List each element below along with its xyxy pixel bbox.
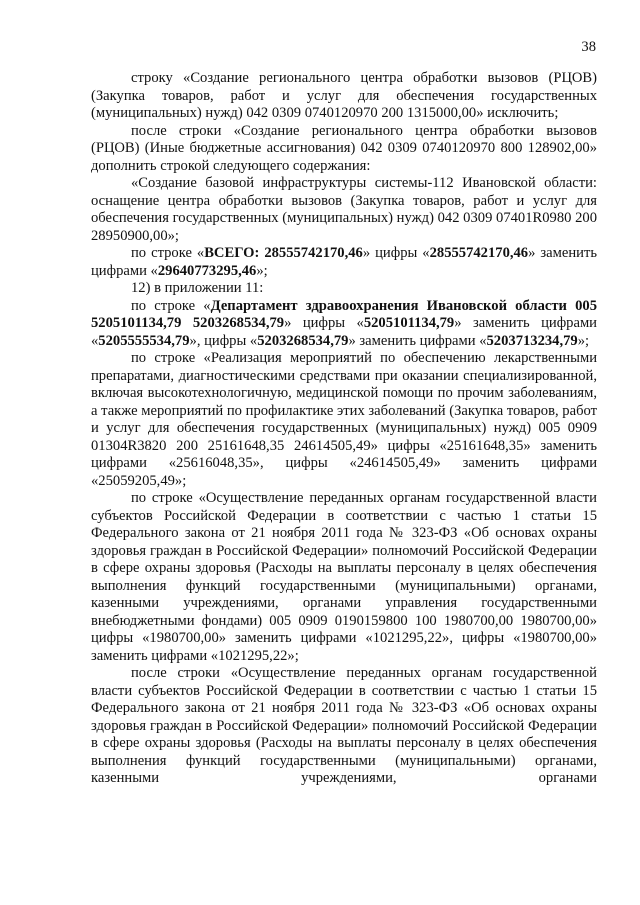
- text-run: после строки «Осуществление переданных органам государственной власти субъектов Российской Федерации в соответствии с частью 1 статьи 15 Федерального закона от 21 ноября 2011 года № 323-ФЗ «Об основах охраны здоровья граждан в Российской Федерации» полномочий Российской Федерации в сфере охраны здоровья (Расходы на выплаты персоналу в целях обеспечения выполнения функций государственными (муниципальными) органами, казенными учреждениями, органами: [91, 665, 597, 786]
- text-run: » цифры «: [284, 315, 364, 331]
- paragraph: [91, 245, 597, 280]
- paragraph: [91, 350, 597, 490]
- text-run: «Создание базовой инфраструктуры системы-112 Ивановской области: оснащение центра обработки вызовов (Закупка товаров, работ и услуг для обеспечения государственных (муниципальных) нужд) 042 0309 07401R0980 200 28950900,00»;: [91, 175, 597, 244]
- text-run: по строке «: [131, 245, 205, 261]
- text-run: » заменить цифрами «: [91, 245, 597, 279]
- text-run: »;: [256, 262, 268, 279]
- paragraph: [91, 298, 597, 351]
- bold-text-run: 5203713234,79: [486, 332, 578, 349]
- text-run: » цифры «: [362, 245, 430, 261]
- bold-text-run: 28555742170,46: [429, 245, 529, 261]
- bold-text-run: 5205555534,79: [98, 332, 190, 349]
- paragraph: [91, 665, 597, 788]
- text-run: 12) в приложении 11:: [131, 280, 264, 296]
- paragraph: [91, 280, 597, 298]
- paragraph: [91, 70, 597, 123]
- text-run: », цифры «: [189, 332, 258, 349]
- document-body: [91, 70, 597, 788]
- text-run: после строки «Создание регионального центра обработки вызовов (РЦОВ) (Иные бюджетные ассигнования) 042 0309 0740120970 800 128902,00» дополнить строкой следующего содержания:: [91, 122, 597, 174]
- bold-text-run: Департамент здравоохранения Ивановской области 005 5205101134,79 5203268534,79: [91, 297, 597, 331]
- bold-text-run: ВСЕГО: 28555742170,46: [204, 245, 363, 261]
- text-run: по строке «Реализация мероприятий по обеспечению лекарственными препаратами, диагностическими средствами при оказании специализированной, включая высокотехнологичную, медицинской помощи по прочим заболеваниям, а также мероприятий по профилактике этих заболеваний (Закупка товаров, работ и услуг для обеспечения государственных (муниципальных) нужд) 005 0909 01304R3820 200 25161648,35 24614505,49» цифры «25161648,35» заменить цифрами «25616048,35», цифры «24614505,49» заменить цифрами «25059205,49»;: [91, 350, 597, 489]
- text-run: » заменить цифрами «: [348, 332, 487, 349]
- text-run: » заменить цифрами «: [91, 315, 597, 349]
- bold-text-run: 5203268534,79: [257, 332, 349, 349]
- bold-text-run: 5205101134,79: [363, 315, 455, 331]
- text-run: »;: [577, 332, 590, 349]
- text-run: строку «Создание регионального центра обработки вызовов (РЦОВ) (Закупка товаров, работ и услуг для обеспечения государственных (муниципальных) нужд) 042 0309 0740120970 200 1315000,00» исключить;: [91, 70, 597, 121]
- paragraph: [91, 175, 597, 245]
- paragraph: [91, 123, 597, 176]
- paragraph: [91, 490, 597, 665]
- page-number: 38: [581, 39, 596, 55]
- bold-text-run: 29640773295,46: [157, 262, 257, 279]
- text-run: по строке «: [131, 297, 211, 314]
- text-run: по строке «Осуществление переданных органам государственной власти субъектов Российской Федерации в соответствии с частью 1 статьи 15 Федерального закона от 21 ноября 2011 года № 323-ФЗ «Об основах охраны здоровья граждан в Российской Федерации» полномочий Российской Федерации в сфере охраны здоровья (Расходы на выплаты персоналу в целях обеспечения выполнения функций государственными (муниципальными) органами, казенными учреждениями, органами управления государственными внебюджетными фондами) 005 0909 0190159800 100 1980700,00 1980700,00» цифры «1980700,00» заменить цифрами «1021295,22», цифры «1980700,00» заменить цифрами «1021295,22»;: [91, 490, 597, 664]
